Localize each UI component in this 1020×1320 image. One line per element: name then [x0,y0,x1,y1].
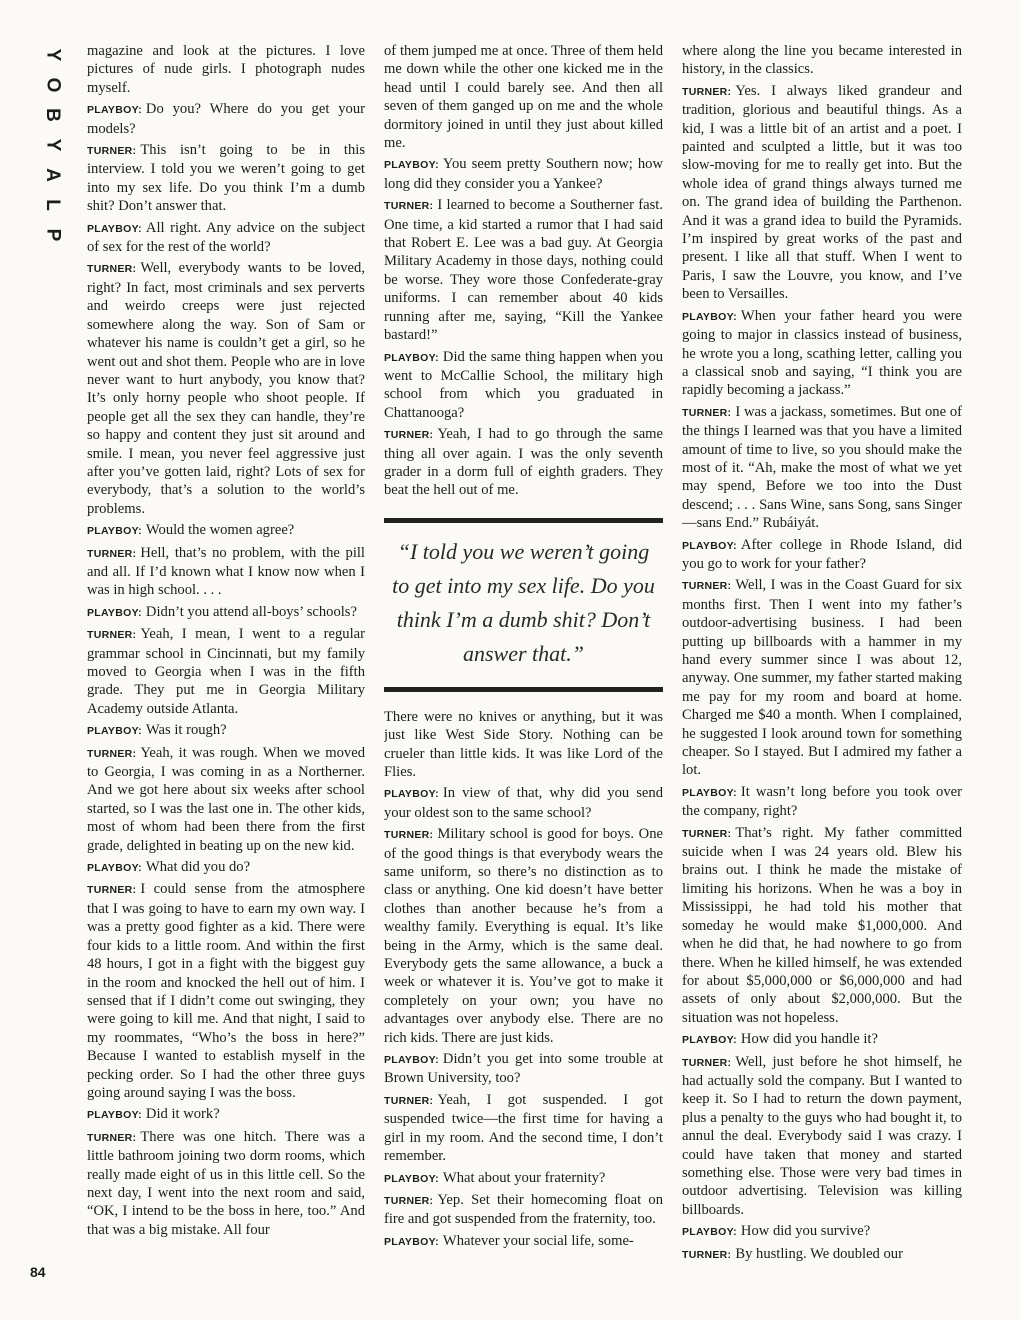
interview-paragraph [87,141,365,216]
interview-paragraph [87,858,365,877]
speaker-label: PLAYBOY: [384,351,439,364]
interview-paragraph [87,721,365,740]
interview-paragraph [682,1222,962,1241]
interview-paragraph [87,544,365,600]
paragraph-text: Well, just before he shot himself, he had actually sold the company. But I wanted to keep it. So I had to return the down payment, plus a penalty to the guys who had bought it, to annul the deal. Everybody said I was crazy. I could have taken that money and started something else. Those were very bad times in outdoor advertising. Television was killing billboards. [682,1053,962,1218]
interview-paragraph [87,880,365,1102]
page-number: 84 [30,1264,46,1280]
interview-paragraph [87,521,365,540]
paragraph-text: After college in Rhode Island, did you go to work for your father? [682,536,962,572]
paragraph-text: All right. Any advice on the subject of sex for the rest of the world? [87,219,365,256]
interview-paragraph [682,824,962,1027]
interview-paragraph [682,307,962,400]
paragraph-text: Would the women agree? [145,522,295,539]
paragraph-text: Didn’t you get into some trouble at Brown University, too? [384,1051,663,1087]
paragraph-text: Did it work? [145,1106,220,1123]
speaker-label: PLAYBOY: [87,104,142,117]
side-title-letter: B [41,108,63,122]
paragraph-text: This isn’t going to be in this interview. I told you we weren’t going to get into my sex life. Do you think I’m a dumb shit? Don’t answer that. [87,142,365,215]
paragraph-text: Yes. I always liked grandeur and tradition, glorious and beautiful things. As a kid, I was a little bit of an artist and a poet. I painted and sculpted a little, but it was too slow-moving for me to really get into. But the whole idea of grand things always turned me on. The grand idea of building the Parthenon. And it was a grand idea to build the Pyramids. I’m inspired by great works of the past and present. I like all that stuff. When I went to Paris, I saw the Louvre, you know, and I’ve been to Versailles. [682,82,962,303]
interview-paragraph [682,1030,962,1049]
speaker-label: TURNER: [682,580,732,593]
speaker-label: PLAYBOY: [87,725,142,738]
interview-paragraph [682,1245,962,1264]
interview-paragraph [682,1053,962,1220]
paragraph-text: Yeah, I had to go through the same thing all over again. I was the only seventh grader in a dorm full of eighth graders. They beat the hell out of me. [384,426,663,499]
speaker-label: PLAYBOY: [87,525,142,538]
interview-paragraph [682,536,962,574]
pull-quote-text: “I told you we weren’t going to get into my sex life. Do you think I’m a dumb shit? Don’t answer that.” [392,538,655,666]
side-title-letter: Y [42,48,63,62]
paragraph-text: Was it rough? [145,722,227,739]
speaker-label: TURNER: [682,1056,732,1069]
interview-paragraph [87,100,365,138]
speaker-label: PLAYBOY: [384,159,439,172]
interview-paragraph [384,1232,663,1251]
column-3 [682,42,962,1290]
paragraph-text: How did you survive? [740,1223,871,1240]
speaker-label: PLAYBOY: [87,1109,142,1122]
speaker-label: PLAYBOY: [384,1054,439,1067]
speaker-label: TURNER: [87,145,137,158]
speaker-label: PLAYBOY: [384,1172,439,1185]
interview-paragraph [87,603,365,622]
magazine-side-title [38,44,66,246]
speaker-label: PLAYBOY: [682,1226,737,1239]
interview-paragraph [87,1128,365,1239]
speaker-label: TURNER: [682,85,732,98]
paragraph-text: What about your fraternity? [442,1169,606,1186]
paragraph-text: How did you handle it? [740,1031,878,1048]
interview-paragraph [384,196,663,344]
paragraph-text: You seem pretty Southern now; how long did they consider you a Yankee? [384,156,663,192]
interview-paragraph [87,259,365,518]
side-title-letter: P [42,228,63,242]
interview-paragraph [384,425,663,500]
speaker-label: TURNER: [384,429,434,442]
paragraph-text: There were no knives or anything, but it was just like West Side Story. Nothing can be crueler than little kids. It was like Lord of the Flies. [384,708,663,780]
pull-quote [384,518,663,692]
interview-paragraph [384,1050,663,1088]
speaker-label: TURNER: [87,884,137,897]
paragraph-text: Yeah, I mean, I went to a regular grammar school in Cincinnati, but my family moved to Georgia when I was in the fifth grade. They put me in Georgia Military Academy outside Atlanta. [87,626,365,717]
paragraph-text: magazine and look at the pictures. I love pictures of nude girls. I photograph nudes myself. [87,43,365,96]
speaker-label: TURNER: [87,263,137,276]
interview-paragraph [682,576,962,779]
interview-paragraph [87,625,365,718]
paragraph-text: When your father heard you were going to major in classics instead of business, he wrote you a long, scathing letter, calling you a classical snob and saying, “I think you are rapidly becoming a jackass.” [682,307,962,399]
paragraph-text: Military school is good for boys. One of the good things is that everybody wears the same uniform, so there’s no distinction as to class or anything. One kid doesn’t have better clothes than another because he’s from a wealthy family. Everything is equal. It’s like being in the Army, which is the same deal. Everybody gets the same allowance, a buck a week or whatever it is. You’ve got to make it completely on your own; you have no advantages over anybody else. There are no rich kids. There are just kids. [384,826,663,1046]
interview-paragraph [384,784,663,822]
speaker-label: PLAYBOY: [682,539,737,552]
paragraph-text: Well, I was in the Coast Guard for six months first. Then I went into my father’s outdoor-advertising business. I had been putting up billboards with a hammer in my hand every summer since I was about 12, anyway. One summer, my father started making me pay for my room and board at home. Charged me $40 a month. When I complained, he suggested I look around town for something cheaper. So I stayed. But I admired my father a lot. [682,577,962,779]
speaker-label: PLAYBOY: [682,1034,737,1047]
speaker-label: TURNER: [87,1131,137,1144]
speaker-label: TURNER: [384,829,434,842]
interview-paragraph [682,783,962,821]
paragraph-text: Whatever your social life, some- [442,1232,634,1249]
interview-paragraph [384,708,663,782]
interview-paragraph [87,1105,365,1124]
side-title-letter: O [42,77,63,93]
paragraph-text: I was a jackass, sometimes. But one of the things I learned was that you have a limited amount of time to live, so you should make the most of it. “Ah, make the most of what we yet may spend, Before we too into the Dust descend; . . . Sans Wine, sans Song, sans Singer—sans End.” Rubáiyát. [682,403,962,532]
interview-paragraph [384,155,663,193]
speaker-label: PLAYBOY: [87,606,142,619]
speaker-label: TURNER: [384,200,434,213]
column-1 [87,42,365,1290]
speaker-label: TURNER: [87,629,137,642]
paragraph-text: Well, everybody wants to be loved, right? In fact, most criminals and sex perverts and weirdo creeps were just rejected somewhere along the way. Son of Sam or whatever his name is couldn’t get a girl, so he went out and shot them. People who are in love never want to hurt anybody, you know that? It’s only horny people who shoot people. If people get all the sex they can handle, they’re so happy and content they just sit around and smile. I mean, you never feel aggressive just after you’ve gotten laid, right? Lots of sex for everybody, that’s a solution to the world’s problems. [87,260,365,517]
paragraph-text: There was one hitch. There was a little bathroom joining two dorm rooms, which really made eight of us in this little cell. So the next day, I went into the next room and said, “OK, I intend to be the boss in here, too.” And that was a big mistake. All four [87,1128,365,1238]
paragraph-text: I could sense from the atmosphere that I was going to have to earn my own way. I was a pretty good fighter as a kid. There were four kids to a little room. And within the first 48 hours, I got in a fight with the biggest guy in the room and knocked the hell out of him. I sensed that if I didn’t come out swinging, they were going to kill me. And that night, I said to my roommates, “Who’s the boss in here?” Because I wanted to establish myself in the pecking order. So I had the other three guys going around saying I was the boss. [87,881,365,1101]
paragraph-text: of them jumped me at once. Three of them held me down while the other one kicked me in the head until I could barely see. And then all seven of them ganged up on me and the whole dormitory joined in until they just about killed me. [384,43,663,152]
side-title-letter: Y [42,138,63,152]
interview-paragraph [384,1169,663,1188]
interview-paragraph [87,744,365,855]
speaker-label: TURNER: [682,827,732,840]
paragraph-text: What did you do? [145,859,251,876]
paragraph-text: Hell, that’s no problem, with the pill and all. If I’d known what I know now when I was in high school. . . . [87,544,365,599]
interview-paragraph [682,42,962,79]
interview-paragraph [384,825,663,1047]
speaker-label: TURNER: [87,547,137,560]
side-title-letter: L [41,199,63,211]
paragraph-text: Yeah, I got suspended. I got suspended twice—the first time for having a girl in my room. And the second time, I don’t remember. [384,1091,663,1165]
speaker-label: PLAYBOY: [87,862,142,875]
paragraph-text: In view of that, why did you send your oldest son to the same school? [384,785,663,821]
speaker-label: TURNER: [682,1248,732,1261]
speaker-label: TURNER: [384,1094,434,1107]
interview-paragraph [384,42,663,152]
paragraph-text: Yeah, it was rough. When we moved to Georgia, I was coming in as a Northerner. And we got here about six weeks after school started, so I was the last one in. The other kids, most of whom had been there from the first grade, delighted in beating up on the new kid. [87,744,365,854]
paragraph-text: By hustling. We doubled our [735,1245,903,1262]
speaker-label: TURNER: [682,406,732,419]
paragraph-text: I learned to become a Southerner fast. One time, a kid started a rumor that I had said that Robert E. Lee was a bad guy. At Georgia Military Academy in those days, nothing could be worse. They wore those Confederate-gray uniforms. I can remember about 40 kids running after me, saying, “Kill the Yankee bastard!” [384,197,663,344]
interview-paragraph [682,403,962,533]
paragraph-text: It wasn’t long before you took over the company, right? [682,783,962,820]
interview-paragraph [87,42,365,97]
paragraph-text: where along the line you became interested in history, in the classics. [682,43,962,78]
paragraph-text: Yep. Set their homecoming float on fire and got suspended from the fraternity, too. [384,1191,663,1228]
speaker-label: PLAYBOY: [682,786,737,799]
paragraph-text: That’s right. My father committed suicide when I was 24 years old. Blew his brains out. I think he made the mistake of limiting his horizons. When he was a boy in Mississippi, he had told his mother that someday he would make $1,000,000. And when he did that, he had nowhere to go from there. When he killed himself, he was extended for about $5,000,000 or $6,000,000 and had assets of only about $2,000,000. But the situation was not hopeless. [682,824,962,1026]
speaker-label: TURNER: [87,747,137,760]
speaker-label: PLAYBOY: [87,222,142,235]
column-2 [384,42,663,1290]
interview-paragraph [682,82,962,304]
paragraph-text: Do you? Where do you get your models? [87,101,365,137]
paragraph-text: Didn’t you attend all-boys’ schools? [145,603,357,620]
speaker-label: PLAYBOY: [384,1235,439,1248]
interview-paragraph [384,1091,663,1166]
side-title-letter: A [41,168,63,182]
paragraph-text: Did the same thing happen when you went to McCallie School, the military high school from which you graduated in Chattanooga? [384,348,663,421]
interview-paragraph [384,348,663,423]
interview-paragraph [87,219,365,257]
speaker-label: TURNER: [384,1194,434,1207]
speaker-label: PLAYBOY: [384,788,439,801]
column-2-bottom [384,708,663,1251]
speaker-label: PLAYBOY: [682,310,737,323]
column-2-top [384,42,663,500]
interview-paragraph [384,1191,663,1229]
